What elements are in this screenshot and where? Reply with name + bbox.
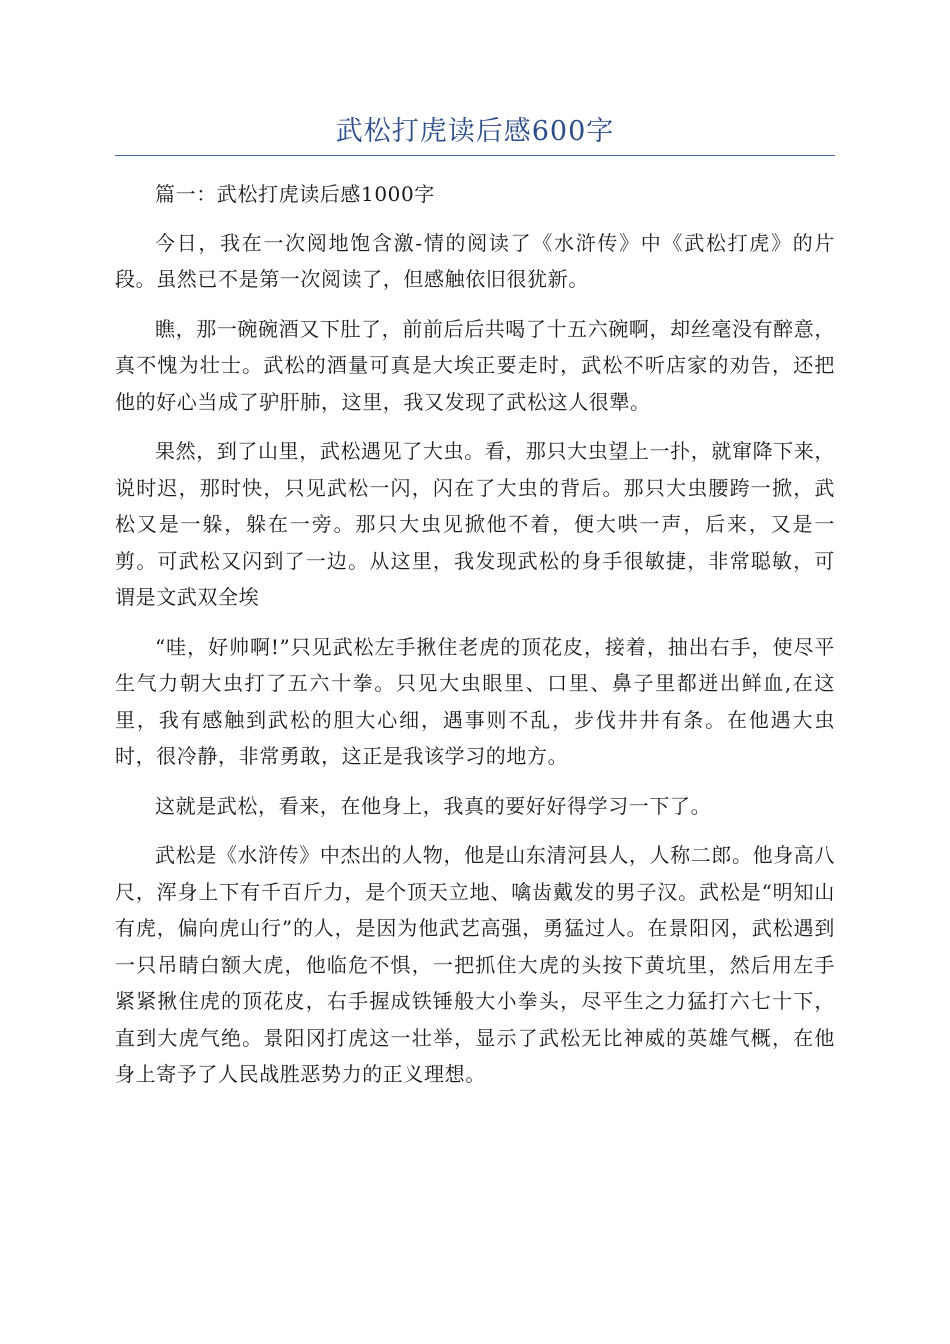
paragraph: “哇，好帅啊!”只见武松左手揪住老虎的顶花皮，接着，抽出右手，使尽平生气力朝大虫打了五六十拳。只见大虫眼里、口里、鼻子里都迸出鲜血,在这里，我有感触到武松的胆大心细，遇事则不乱，步伐井井有条。在他遇大虫时，很冷静，非常勇敢，这正是我该学习的地方。 [115, 634, 835, 768]
document-title: 武松打虎读后感600字 [335, 116, 615, 147]
paragraph: 果然，到了山里，武松遇见了大虫。看，那只大虫望上一扑，就窜降下来，说时迟，那时快，只见武松一闪，闪在了大虫的背后。那只大虫腰跨一掀，武松又是一躲，躲在一旁。那只大虫见掀他不着，便大哄一声，后来，又是一剪。可武松又闪到了一边。从这里，我发现武松的身手很敏捷，非常聪敏，可谓是文武双全埃 [115, 439, 835, 609]
paragraph: 武松是《水浒传》中杰出的人物，他是山东清河县人，人称二郎。他身高八尺，浑身上下有千百斤力，是个顶天立地、噙齿戴发的男子汉。武松是“明知山有虎，偏向虎山行”的人，是因为他武艺高强，勇猛过人。在景阳冈，武松遇到一只吊睛白额大虎，他临危不惧，一把抓住大虎的头按下黄坑里，然后用左手紧紧揪住虎的顶花皮，右手握成铁锤般大小拳头，尽平生之力猛打六七十下，直到大虎气绝。景阳冈打虎这一壮举，显示了武松无比神威的英雄气概，在他身上寄予了人民战胜恶势力的正义理想。 [115, 843, 835, 1086]
section-heading: 篇一：武松打虎读后感1000字 [155, 182, 435, 206]
paragraph: 这就是武松，看来，在他身上，我真的要好好得学习一下了。 [155, 793, 712, 818]
paragraph: 今日，我在一次阅地饱含激-情的阅读了《水浒传》中《武松打虎》的片段。虽然已不是第一次阅读了，但感触依旧很犹新。 [115, 230, 835, 291]
paragraph: 瞧，那一碗碗酒又下肚了，前前后后共喝了十五六碗啊，却丝毫没有醉意，真不愧为壮士。武松的酒量可真是大埃正要走时，武松不听店家的劝告，还把他的好心当成了驴肝肺，这里，我又发现了武松这人很犟。 [115, 316, 835, 414]
document-body [115, 176, 835, 1106]
title-divider [115, 155, 835, 156]
